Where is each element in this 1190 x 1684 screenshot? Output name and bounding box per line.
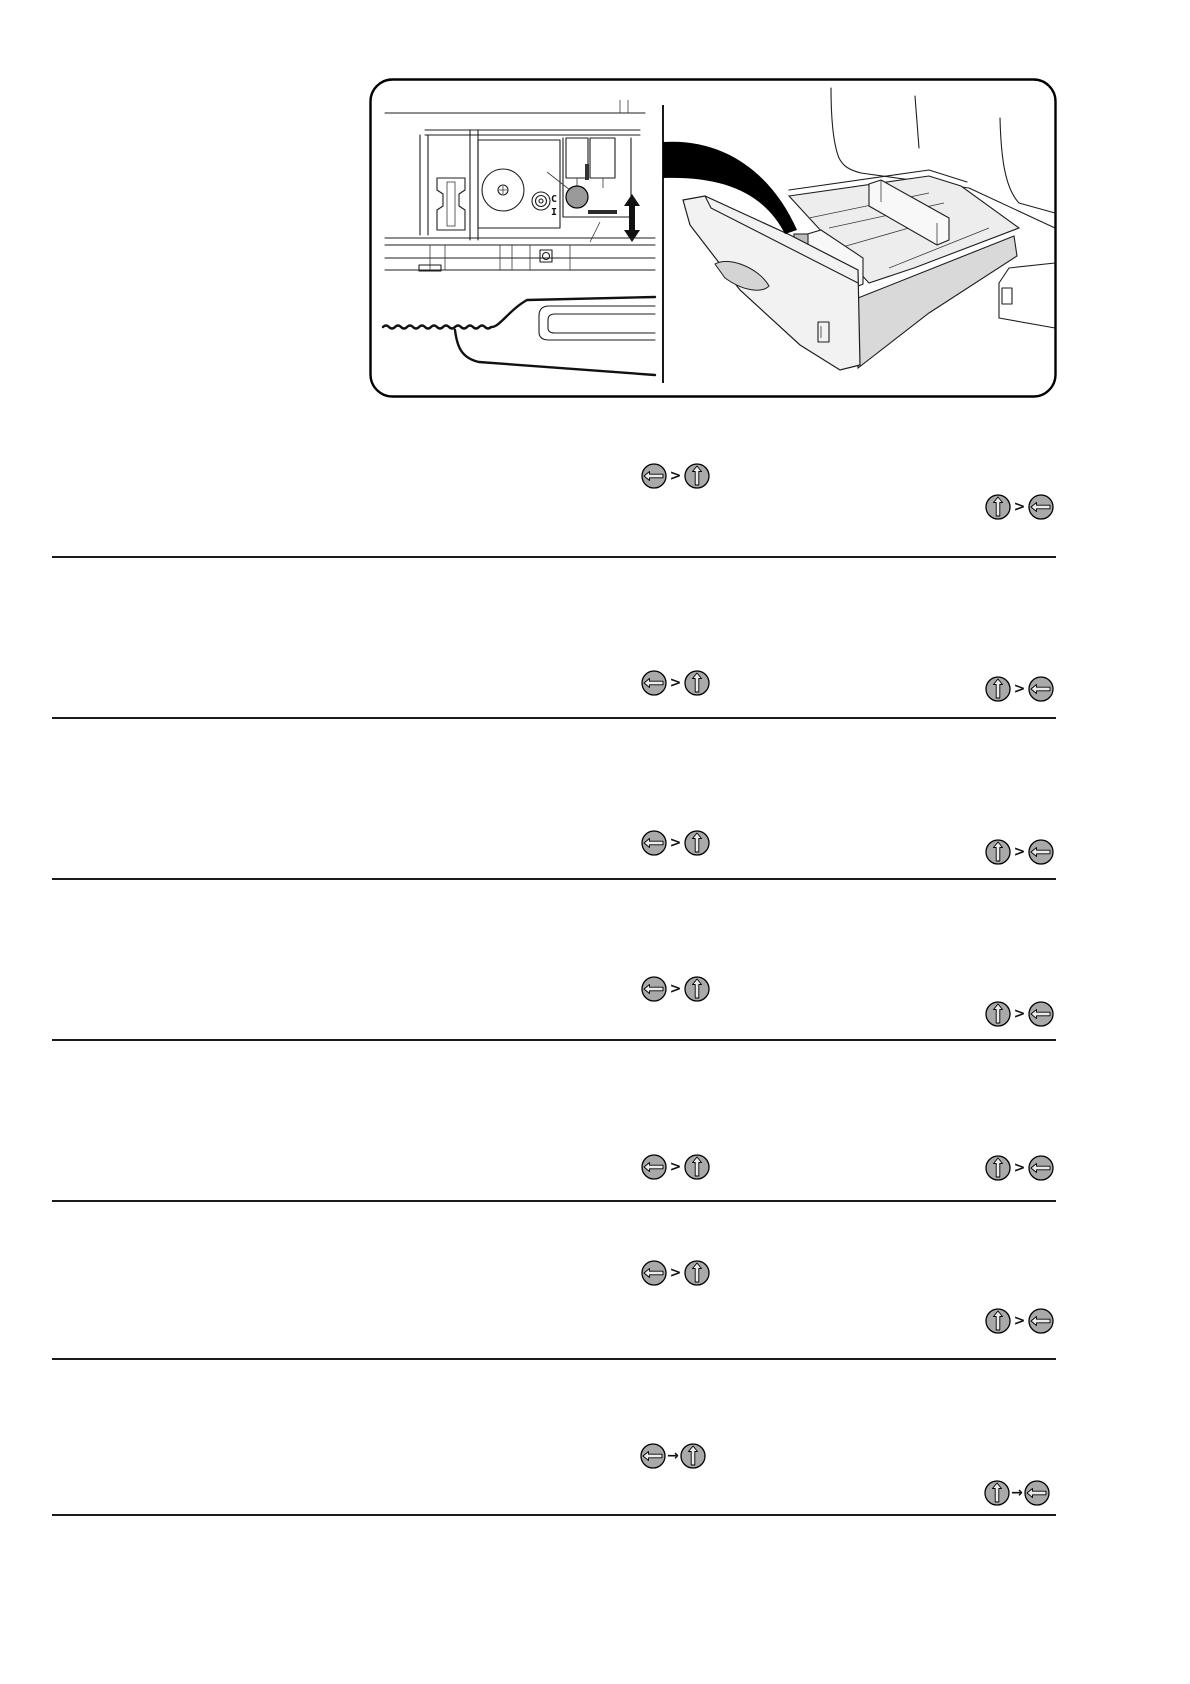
section-divider <box>52 878 1056 880</box>
row-4-right-indicator <box>985 1001 1054 1027</box>
arrow-left-circle-icon <box>641 830 667 856</box>
lever-i-label: I <box>551 207 558 218</box>
separator-arrow: → <box>667 1448 679 1464</box>
arrow-up-circle-icon <box>684 1154 710 1180</box>
tray-adjustment-illustration <box>369 78 1057 398</box>
arrow-left-circle-icon <box>641 976 667 1002</box>
arrow-left-circle-icon <box>1028 1308 1054 1334</box>
row-2-left-indicator <box>641 670 710 696</box>
arrow-up-circle-icon <box>680 1443 706 1469</box>
illustration-canvas <box>369 78 1057 398</box>
separator: > <box>669 1265 682 1281</box>
arrow-up-circle-icon <box>984 1480 1010 1506</box>
arrow-up-circle-icon <box>985 1001 1011 1027</box>
row-7-right-indicator <box>984 1480 1050 1506</box>
arrow-up-circle-icon <box>985 839 1011 865</box>
separator: > <box>1013 1313 1026 1329</box>
arrow-left-circle-icon <box>1028 1001 1054 1027</box>
row-7-left-indicator <box>640 1443 706 1469</box>
arrow-up-circle-icon <box>985 676 1011 702</box>
arrow-left-circle-icon <box>641 463 667 489</box>
row-4-left-indicator <box>641 976 710 1002</box>
arrow-left-circle-icon <box>1028 494 1054 520</box>
separator: > <box>669 835 682 851</box>
arrow-left-circle-icon <box>1028 839 1054 865</box>
row-1-left-indicator <box>641 463 710 489</box>
arrow-left-circle-icon <box>641 1260 667 1286</box>
arrow-up-circle-icon <box>684 830 710 856</box>
separator: > <box>1013 1160 1026 1176</box>
row-5-left-indicator <box>641 1154 710 1180</box>
separator: > <box>1013 844 1026 860</box>
row-6-left-indicator <box>641 1260 710 1286</box>
arrow-left-circle-icon <box>1024 1480 1050 1506</box>
arrow-up-circle-icon <box>684 1260 710 1286</box>
section-divider <box>52 1514 1056 1516</box>
section-divider <box>52 1358 1056 1360</box>
row-1-right-indicator <box>985 494 1054 520</box>
separator: > <box>1013 1006 1026 1022</box>
row-2-right-indicator <box>985 676 1054 702</box>
separator: > <box>1013 681 1026 697</box>
row-5-right-indicator <box>985 1155 1054 1181</box>
lever-c-label: C <box>551 194 558 205</box>
arrow-left-circle-icon <box>1028 676 1054 702</box>
arrow-up-circle-icon <box>684 463 710 489</box>
arrow-up-circle-icon <box>985 494 1011 520</box>
separator: > <box>669 675 682 691</box>
arrow-up-circle-icon <box>985 1308 1011 1334</box>
separator: > <box>1013 499 1026 515</box>
arrow-left-circle-icon <box>640 1443 666 1469</box>
section-divider <box>52 717 1056 719</box>
row-3-left-indicator <box>641 830 710 856</box>
slot-bar <box>588 210 617 214</box>
separator: > <box>669 1159 682 1175</box>
arrow-up-circle-icon <box>985 1155 1011 1181</box>
separator: > <box>669 981 682 997</box>
arrow-left-circle-icon <box>641 1154 667 1180</box>
section-divider <box>52 556 1056 558</box>
section-divider <box>52 1200 1056 1202</box>
separator: > <box>669 468 682 484</box>
arrow-up-circle-icon <box>684 670 710 696</box>
separator-arrow: → <box>1011 1485 1023 1501</box>
row-6-right-indicator <box>985 1308 1054 1334</box>
section-divider <box>52 1039 1056 1041</box>
arrow-left-circle-icon <box>1028 1155 1054 1181</box>
arrow-up-circle-icon <box>684 976 710 1002</box>
arrow-left-circle-icon <box>641 670 667 696</box>
row-3-right-indicator <box>985 839 1054 865</box>
